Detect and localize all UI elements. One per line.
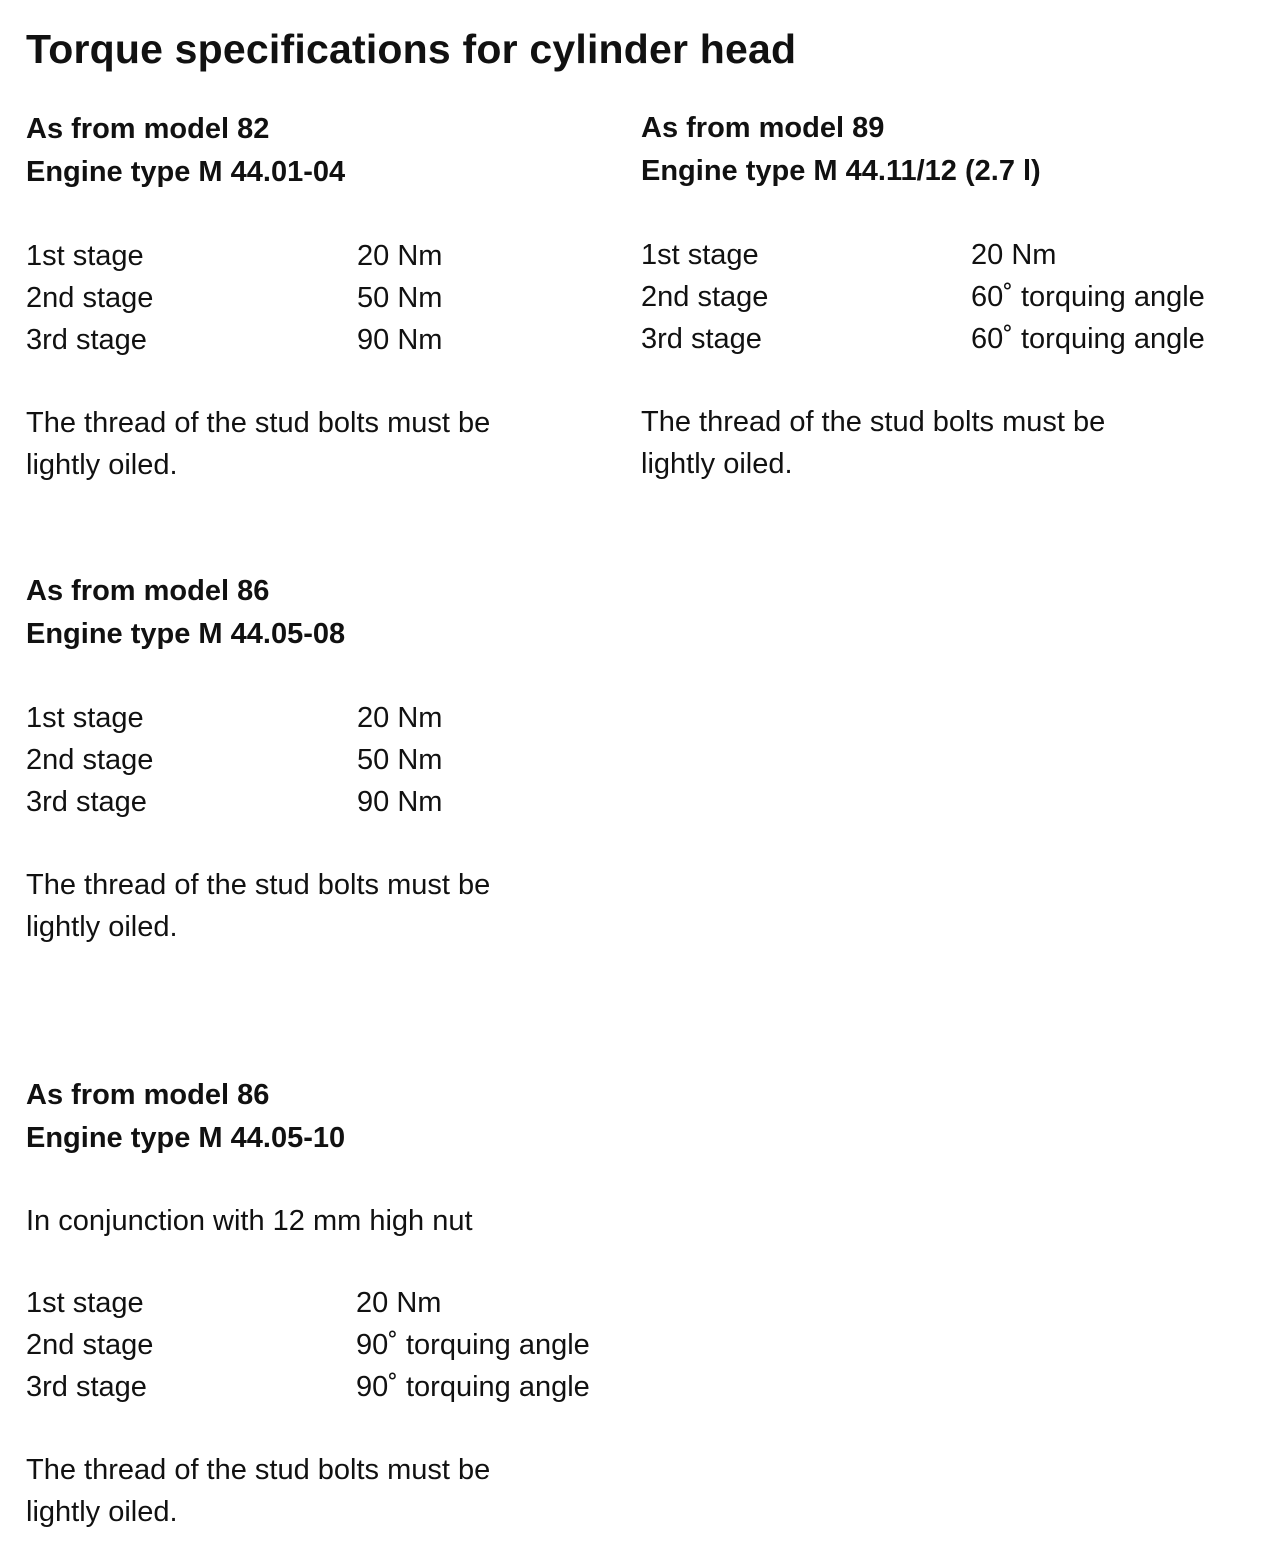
- note-line: lightly oiled.: [641, 448, 793, 480]
- note-line: lightly oiled.: [26, 449, 178, 481]
- stage-value: 90 Nm: [357, 786, 443, 818]
- spec-section-model-86-0510: [26, 1074, 590, 1533]
- stage-label: 1st stage: [26, 702, 144, 734]
- engine-type-heading: Engine type M 44.11/12 (2.7 l): [641, 155, 1041, 187]
- stage-value: 90˚ torquing angle: [356, 1371, 590, 1403]
- stage-row-3: [26, 781, 490, 823]
- model-heading: As from model 82: [26, 113, 270, 145]
- stage-value: 20 Nm: [971, 239, 1057, 271]
- engine-type-heading: Engine type M 44.05-10: [26, 1122, 346, 1154]
- stage-label: 2nd stage: [26, 1329, 154, 1361]
- oil-note: [641, 401, 1105, 485]
- oil-note: [26, 864, 490, 948]
- stage-table: [26, 235, 490, 361]
- note-line: The thread of the stud bolts must be: [641, 406, 1106, 438]
- oil-note: [26, 1449, 490, 1533]
- oil-note: [26, 402, 490, 486]
- spec-section-model-86-0508: [26, 570, 490, 948]
- model-heading: As from model 86: [26, 1079, 270, 1111]
- stage-table: [26, 1282, 590, 1408]
- section-heading: [26, 1074, 490, 1160]
- stage-label: 1st stage: [26, 1287, 144, 1319]
- stage-row-2: [26, 1324, 590, 1366]
- stage-label: 2nd stage: [26, 282, 154, 314]
- stage-value: 50 Nm: [357, 744, 443, 776]
- model-heading: As from model 86: [26, 575, 270, 607]
- spec-section-model-82: [26, 108, 490, 486]
- note-line: The thread of the stud bolts must be: [26, 1454, 491, 1486]
- note-line: The thread of the stud bolts must be: [26, 407, 491, 439]
- stage-table: [26, 697, 490, 823]
- stage-value: 60˚ torquing angle: [971, 281, 1205, 313]
- stage-value: 20 Nm: [357, 240, 443, 272]
- stage-row-1: [26, 1282, 490, 1324]
- stage-value: 90˚ torquing angle: [356, 1329, 590, 1361]
- stage-value: 50 Nm: [357, 282, 443, 314]
- stage-row-3: [641, 318, 1205, 360]
- stage-value: 20 Nm: [356, 1287, 442, 1319]
- stage-table: [641, 234, 1205, 360]
- stage-row-1: [26, 235, 490, 277]
- stage-row-1: [26, 697, 490, 739]
- stage-value: 60˚ torquing angle: [971, 323, 1205, 355]
- stage-row-2: [641, 276, 1205, 318]
- stage-row-3: [26, 319, 490, 361]
- stage-label: 3rd stage: [641, 323, 762, 355]
- stage-label: 3rd stage: [26, 786, 147, 818]
- stage-label: 3rd stage: [26, 324, 147, 356]
- stage-row-1: [641, 234, 1105, 276]
- stage-label: 2nd stage: [641, 281, 769, 313]
- stage-label: 1st stage: [26, 240, 144, 272]
- spec-section-model-89: [641, 107, 1205, 485]
- section-heading: [26, 108, 490, 194]
- stage-row-2: [26, 739, 490, 781]
- note-line: The thread of the stud bolts must be: [26, 869, 491, 901]
- model-heading: As from model 89: [641, 112, 885, 144]
- section-heading: [26, 570, 490, 656]
- stage-row-2: [26, 277, 490, 319]
- engine-type-heading: Engine type M 44.01-04: [26, 156, 346, 188]
- nut-condition-text: In conjunction with 12 mm high nut: [26, 1205, 473, 1237]
- stage-row-3: [26, 1366, 590, 1408]
- stage-value: 90 Nm: [357, 324, 443, 356]
- stage-label: 1st stage: [641, 239, 759, 271]
- stage-label: 2nd stage: [26, 744, 154, 776]
- page-title: Torque specifications for cylinder head: [26, 26, 797, 72]
- stage-label: 3rd stage: [26, 1371, 147, 1403]
- section-heading: [641, 107, 1105, 193]
- engine-type-heading: Engine type M 44.05-08: [26, 618, 346, 650]
- note-line: lightly oiled.: [26, 1496, 178, 1528]
- stage-value: 20 Nm: [357, 702, 443, 734]
- note-line: lightly oiled.: [26, 911, 178, 943]
